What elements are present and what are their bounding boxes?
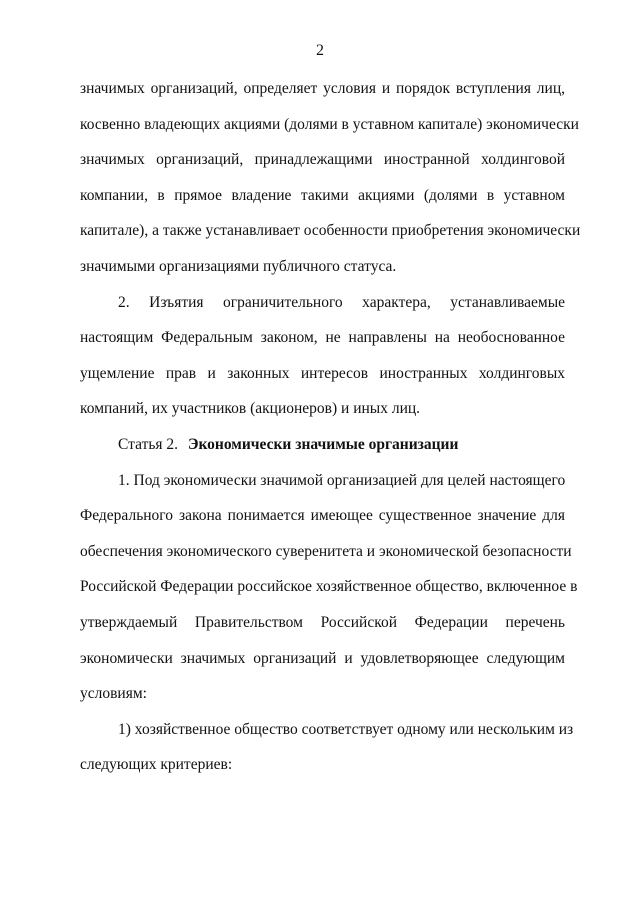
text-line: следующих критериев:	[80, 756, 233, 774]
text-line: Российской Федерации российское хозяйственное общество, включенное в	[80, 578, 578, 596]
page-number: 2	[316, 42, 324, 59]
paragraph-start-line: 1. Под экономически значимой организацией для целей настоящего	[118, 471, 566, 489]
text-line: условиям:	[80, 685, 147, 703]
text-line: утверждаемый Правительством Российской Федерации перечень	[80, 613, 565, 631]
text-line: значимых организаций, определяет условия и порядок вступления лиц,	[80, 80, 565, 97]
text-line: косвенно владеющих акциями (долями в уставном капитале) экономически	[80, 115, 579, 133]
article-heading	[80, 434, 565, 470]
text-line: обеспечения экономического суверенитета и экономической безопасности	[80, 542, 572, 560]
text-line: экономически значимых организаций и удовлетворяющее следующим	[80, 649, 565, 667]
document-body	[80, 78, 581, 790]
text-line: настоящим Федеральным законом, не направлены на необоснованное	[80, 329, 565, 347]
text-line: значимыми организациями публичного статуса.	[80, 257, 397, 275]
article-title: Экономически значимые организации	[187, 435, 459, 453]
text-line: компании, в прямое владение такими акциями (долями в уставном	[80, 186, 565, 204]
text-line: значимых организаций, принадлежащими иностранной холдинговой	[80, 151, 565, 169]
article-label: Статья 2.	[118, 435, 179, 453]
text-line: ущемление прав и законных интересов иностранных холдинговых	[80, 364, 565, 382]
paragraph-start-line: 1) хозяйственное общество соответствует одному или нескольким из	[118, 720, 574, 738]
paragraph-start-line: 2. Изъятия ограничительного характера, устанавливаемые	[118, 293, 565, 311]
text-line: капитале), а также устанавливает особенности приобретения экономически	[80, 222, 581, 240]
text-line: компаний, их участников (акционеров) и иных лиц.	[80, 400, 421, 418]
text-line: Федерального закона понимается имеющее существенное значение для	[80, 507, 565, 525]
